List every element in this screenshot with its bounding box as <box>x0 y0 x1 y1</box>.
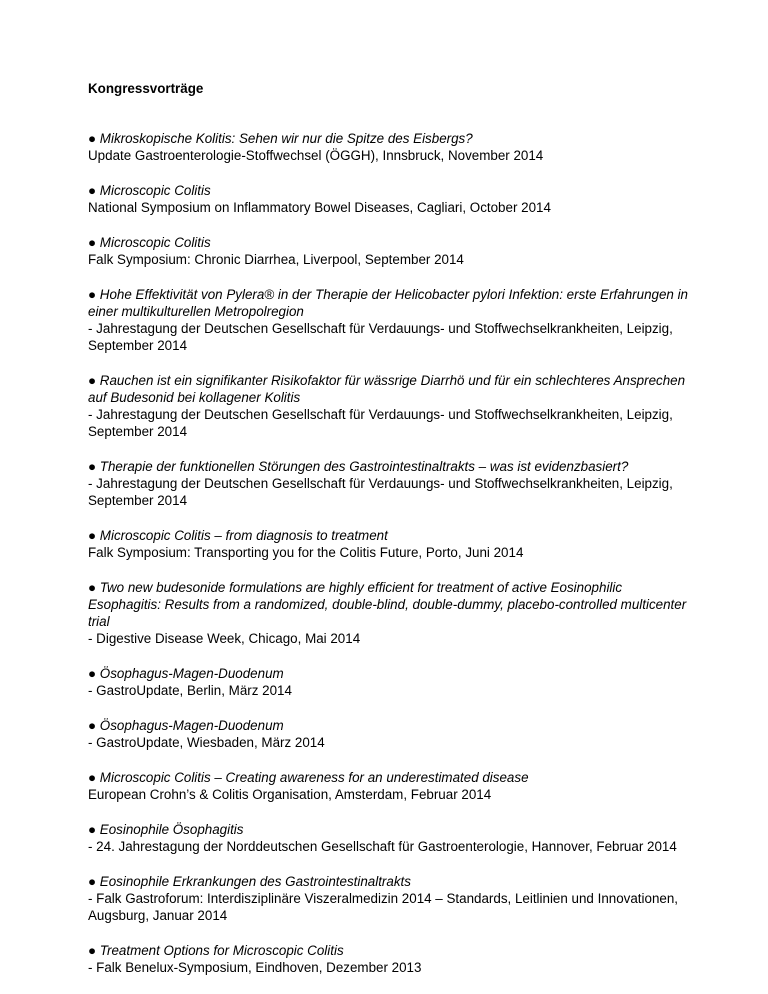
lecture-venue: - Falk Gastroforum: Interdisziplinäre Viszeralmedizin 2014 – Standards, Leitlinien und Innovationen, Augsburg, Januar 2014 <box>88 891 679 923</box>
lecture-venue: Falk Symposium: Transporting you for the Colitis Future, Porto, Juni 2014 <box>88 545 524 560</box>
lecture-title: ● Eosinophile Ösophagitis <box>88 822 244 837</box>
page-title: Kongressvorträge <box>88 81 204 96</box>
lecture-title: ● Mikroskopische Kolitis: Sehen wir nur die Spitze des Eisbergs? <box>88 131 473 146</box>
lecture-list <box>88 130 688 976</box>
list-item <box>88 234 688 268</box>
list-item <box>88 717 688 751</box>
list-item <box>88 527 688 561</box>
lecture-title: ● Microscopic Colitis <box>88 235 211 250</box>
lecture-title: ● Microscopic Colitis – from diagnosis to treatment <box>88 528 388 543</box>
lecture-venue: Update Gastroenterologie-Stoffwechsel (ÖGGH), Innsbruck, November 2014 <box>88 148 544 163</box>
lecture-venue: - GastroUpdate, Berlin, März 2014 <box>88 683 292 698</box>
lecture-venue: - 24. Jahrestagung der Norddeutschen Gesellschaft für Gastroenterologie, Hannover, Februar 2014 <box>88 839 677 854</box>
list-item <box>88 769 688 803</box>
list-item <box>88 182 688 216</box>
lecture-venue: Falk Symposium: Chronic Diarrhea, Liverpool, September 2014 <box>88 252 464 267</box>
lecture-venue: - Falk Benelux-Symposium, Eindhoven, Dezember 2013 <box>88 960 422 975</box>
list-item <box>88 458 688 509</box>
lecture-venue: - Jahrestagung der Deutschen Gesellschaft für Verdauungs- und Stoffwechselkrankheiten, Leipzig, September 2014 <box>88 407 673 439</box>
list-item <box>88 286 688 354</box>
list-item <box>88 579 688 647</box>
lecture-title: ● Ösophagus-Magen-Duodenum <box>88 666 284 681</box>
lecture-title: ● Microscopic Colitis – Creating awareness for an underestimated disease <box>88 770 529 785</box>
lecture-title: ● Treatment Options for Microscopic Colitis <box>88 943 344 958</box>
lecture-title: ● Ösophagus-Magen-Duodenum <box>88 718 284 733</box>
lecture-venue: - GastroUpdate, Wiesbaden, März 2014 <box>88 735 325 750</box>
list-item <box>88 372 688 440</box>
lecture-title: ● Two new budesonide formulations are highly efficient for treatment of active Eosinophilic Esophagitis: Results from a randomized, double-blind, double-dummy, placebo-controlled multicenter trial <box>88 580 687 629</box>
document-page <box>88 80 688 994</box>
lecture-venue: National Symposium on Inflammatory Bowel Diseases, Cagliari, October 2014 <box>88 200 551 215</box>
lecture-venue: - Jahrestagung der Deutschen Gesellschaft für Verdauungs- und Stoffwechselkrankheiten, Leipzig, September 2014 <box>88 476 673 508</box>
lecture-title: ● Hohe Effektivität von Pylera® in der Therapie der Helicobacter pylori Infektion: erste Erfahrungen in einer multikulturellen Metropolregion <box>88 287 689 319</box>
lecture-venue: - Jahrestagung der Deutschen Gesellschaft für Verdauungs- und Stoffwechselkrankheiten, Leipzig, September 2014 <box>88 321 673 353</box>
lecture-title: ● Rauchen ist ein signifikanter Risikofaktor für wässrige Diarrhö und für ein schlechteres Ansprechen auf Budesonid bei kollagener Kolitis <box>88 373 686 405</box>
list-item <box>88 942 688 976</box>
list-item <box>88 665 688 699</box>
lecture-title: ● Eosinophile Erkrankungen des Gastrointestinaltrakts <box>88 874 411 889</box>
list-item <box>88 873 688 924</box>
list-item <box>88 130 688 164</box>
list-item <box>88 821 688 855</box>
lecture-venue: - Digestive Disease Week, Chicago, Mai 2014 <box>88 631 361 646</box>
lecture-venue: European Crohn’s & Colitis Organisation, Amsterdam, Februar 2014 <box>88 787 492 802</box>
lecture-title: ● Therapie der funktionellen Störungen des Gastrointestinaltrakts – was ist evidenzbasiert? <box>88 459 629 474</box>
lecture-title: ● Microscopic Colitis <box>88 183 211 198</box>
